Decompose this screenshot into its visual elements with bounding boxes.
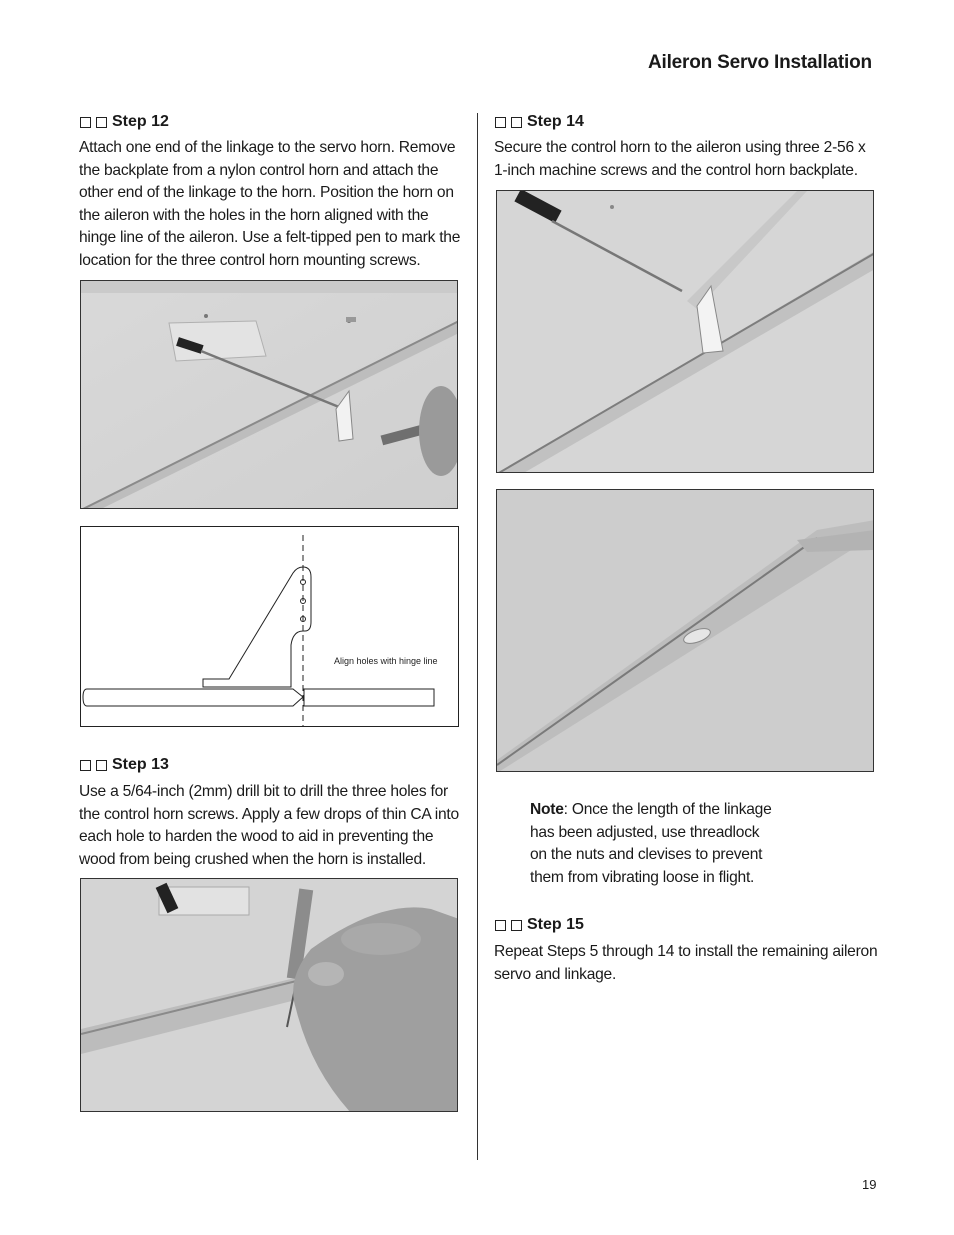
checkbox-6[interactable] — [511, 117, 522, 128]
page-number: 19 — [862, 1177, 877, 1192]
note-label: Note — [530, 801, 564, 818]
column-divider — [477, 113, 478, 1160]
step-13-text: Use a 5/64-inch (2mm) drill bit to drill the three holes for the control horn screws. Apply a few drops of thin CA into each hole to harden the wood to aid in preventing the wood from being crushed when the horn is installed. — [79, 783, 459, 868]
step-13-heading — [80, 756, 169, 774]
photo-marking-horn-position — [80, 280, 458, 509]
checkbox-2[interactable] — [96, 117, 107, 128]
checkbox-4[interactable] — [96, 760, 107, 771]
photo-drilling-holes — [80, 878, 458, 1112]
checkbox-7[interactable] — [495, 920, 506, 931]
diagram-label: Align holes with hinge line — [334, 656, 438, 666]
step-13-title: Step 13 — [112, 756, 169, 773]
checkbox-8[interactable] — [511, 920, 522, 931]
step-15-title: Step 15 — [527, 916, 584, 933]
checkbox-1[interactable] — [80, 117, 91, 128]
step-14-heading — [495, 113, 584, 131]
step-12-heading — [80, 113, 169, 131]
step-14-title: Step 14 — [527, 113, 584, 130]
note-block — [530, 799, 780, 889]
photo-horn-installed — [496, 190, 874, 473]
step-12-title: Step 12 — [112, 113, 169, 130]
horn-alignment-diagram — [80, 526, 459, 727]
page-title: Aileron Servo Installation — [648, 52, 872, 73]
photo-backplate-view — [496, 489, 874, 772]
checkbox-3[interactable] — [80, 760, 91, 771]
note-text: : Once the length of the linkage has been adjusted, use threadlock on the nuts and clevises to prevent them from vibrating loose in flight. — [530, 801, 772, 886]
step-15-heading — [495, 916, 584, 934]
checkbox-5[interactable] — [495, 117, 506, 128]
step-14-text: Secure the control horn to the aileron using three 2-56 x 1-inch machine screws and the control horn backplate. — [494, 139, 866, 179]
step-15-text: Repeat Steps 5 through 14 to install the remaining aileron servo and linkage. — [494, 943, 878, 983]
step-12-text: Attach one end of the linkage to the servo horn. Remove the backplate from a nylon control horn and attach the other end of the linkage to the horn. Position the horn on the aileron with the holes in the horn aligned with the hinge line of the aileron. Use a felt-tipped pen to mark the location for the three control horn mounting screws. — [79, 139, 461, 269]
